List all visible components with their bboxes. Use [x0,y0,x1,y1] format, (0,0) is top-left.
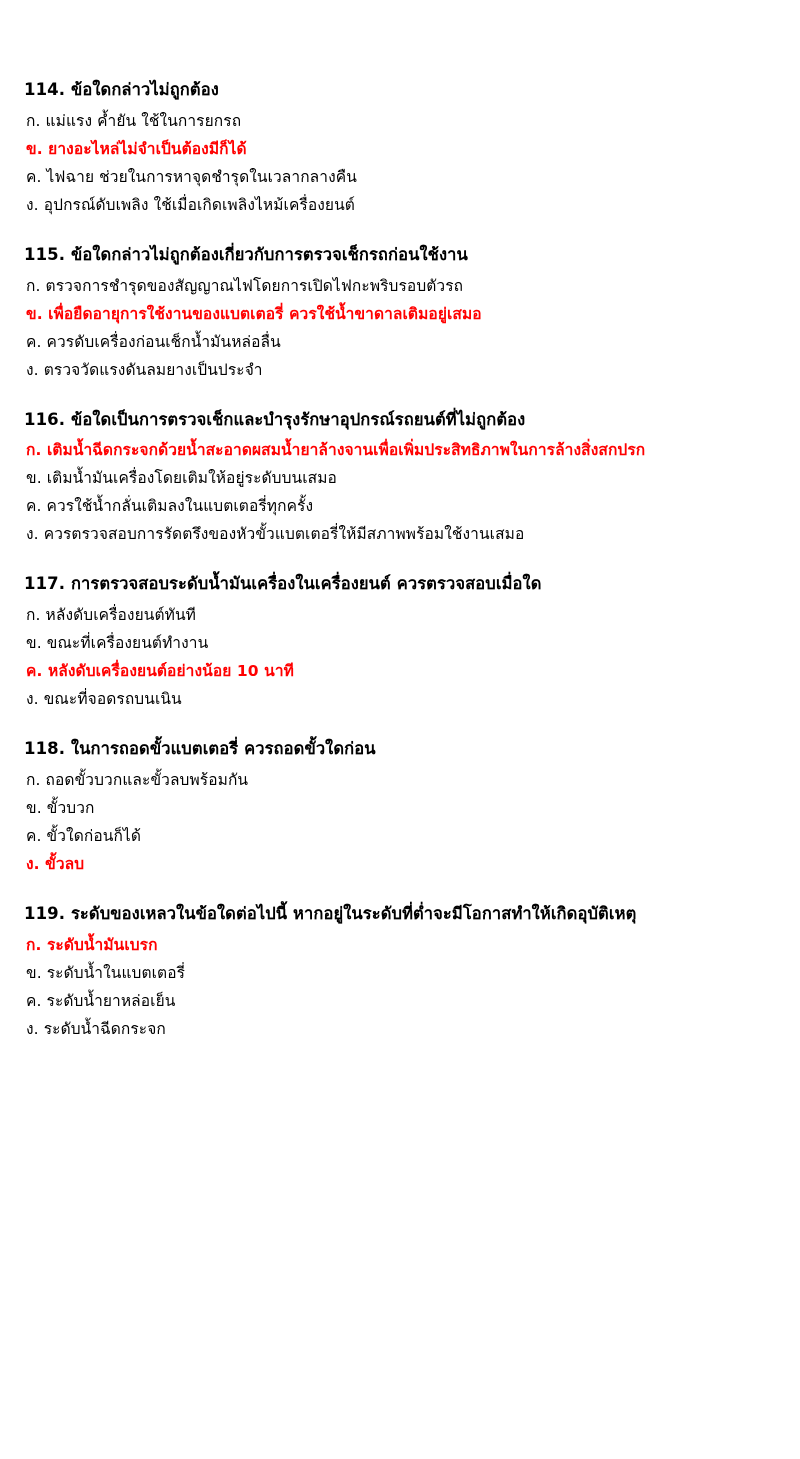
choice-item: ค. ไฟฉาย ช่วยในการหาจุดชำรุดในเวลากลางคืน [26,167,357,186]
choice-item-correct: ก. เติมน้ำฉีดกระจกด้วยน้ำสะอาดผสมน้ำยาล้างจานเพื่อเพิ่มประสิทธิภาพในการล้างสิ่งสกปรก [26,441,646,460]
question-block [24,408,776,547]
choice-item-correct: ข. ยางอะไหล่ไม่จำเป็นต้องมีก็ได้ [26,139,247,158]
choice-item: ข. ระดับน้ำในแบตเตอรี่ [26,963,186,982]
question-block [24,243,776,382]
choice-item: ก. ถอดขั้วบวกและขั้วลบพร้อมกัน [26,771,249,789]
question-block [24,902,776,1041]
question-block [24,737,776,876]
choice-item: ก. หลังดับเครื่องยนต์ทันที [26,606,196,625]
question-block [24,572,776,711]
choice-item-correct: ก. ระดับน้ำมันเบรก [26,935,158,954]
choice-item: ค. ควรใช้น้ำกลั่นเติมลงในแบตเตอรี่ทุกครั้ง [26,497,314,516]
choice-item: ข. เติมน้ำมันเครื่องโดยเติมให้อยู่ระดับบนเสมอ [26,469,337,488]
choice-item: ข. ขณะที่เครื่องยนต์ทำงาน [26,634,209,653]
choice-item: ก. แม่แรง ค้ำยัน ใช้ในการยกรถ [26,111,242,130]
choice-item: ง. อุปกรณ์ดับเพลิง ใช้เมื่อเกิดเพลิงไหม้เครื่องยนต์ [26,195,355,214]
choice-item-correct: ค. หลังดับเครื่องยนต์อย่างน้อย 10 นาที [26,662,294,681]
choice-item-correct: ข. เพื่อยืดอายุการใช้งานของแบตเตอรี่ ควรใช้น้ำขาดาลเติมอยู่เสมอ [26,304,482,323]
question-title: 117. การตรวจสอบระดับน้ำมันเครื่องในเครื่องยนต์ ควรตรวจสอบเมื่อใด [24,574,542,594]
question-title: 119. ระดับของเหลวในข้อใดต่อไปนี้ หากอยู่ในระดับที่ต่ำจะมีโอกาสทำให้เกิดอุบัติเหตุ [24,904,637,924]
choice-item: ค. ขั้วใดก่อนก็ได้ [26,827,141,846]
question-block [24,78,776,217]
choice-item-correct: ง. ขั้วลบ [26,855,85,874]
choice-item: ง. ตรวจวัดแรงดันลมยางเป็นประจำ [26,360,263,379]
choice-item: ข. ขั้วบวก [26,799,95,818]
choice-item: ค. ควรดับเครื่องก่อนเช็กน้ำมันหล่อลื่น [26,332,281,351]
question-title: 114. ข้อใดกล่าวไม่ถูกต้อง [24,80,219,99]
choice-item: ค. ระดับน้ำยาหล่อเย็น [26,991,176,1010]
question-title: 115. ข้อใดกล่าวไม่ถูกต้องเกี่ยวกับการตรวจเช็กรถก่อนใช้งาน [24,244,468,264]
question-title: 116. ข้อใดเป็นการตรวจเช็กและบำรุงรักษาอุปกรณ์รถยนต์ที่ไม่ถูกต้อง [24,409,526,429]
choice-item: ง. ขณะที่จอดรถบนเนิน [26,690,182,709]
choice-item: ก. ตรวจการชำรุดของสัญญาณไฟโดยการเปิดไฟกะพริบรอบตัวรถ [26,276,464,295]
choice-item: ง. ระดับน้ำฉีดกระจก [26,1019,166,1038]
choice-item: ง. ควรตรวจสอบการรัดตรึงของหัวขั้วแบตเตอรี่ให้มีสภาพพร้อมใช้งานเสมอ [26,525,525,544]
question-title: 118. ในการถอดขั้วแบตเตอรี่ ควรถอดขั้วใดก่อน [24,739,376,759]
